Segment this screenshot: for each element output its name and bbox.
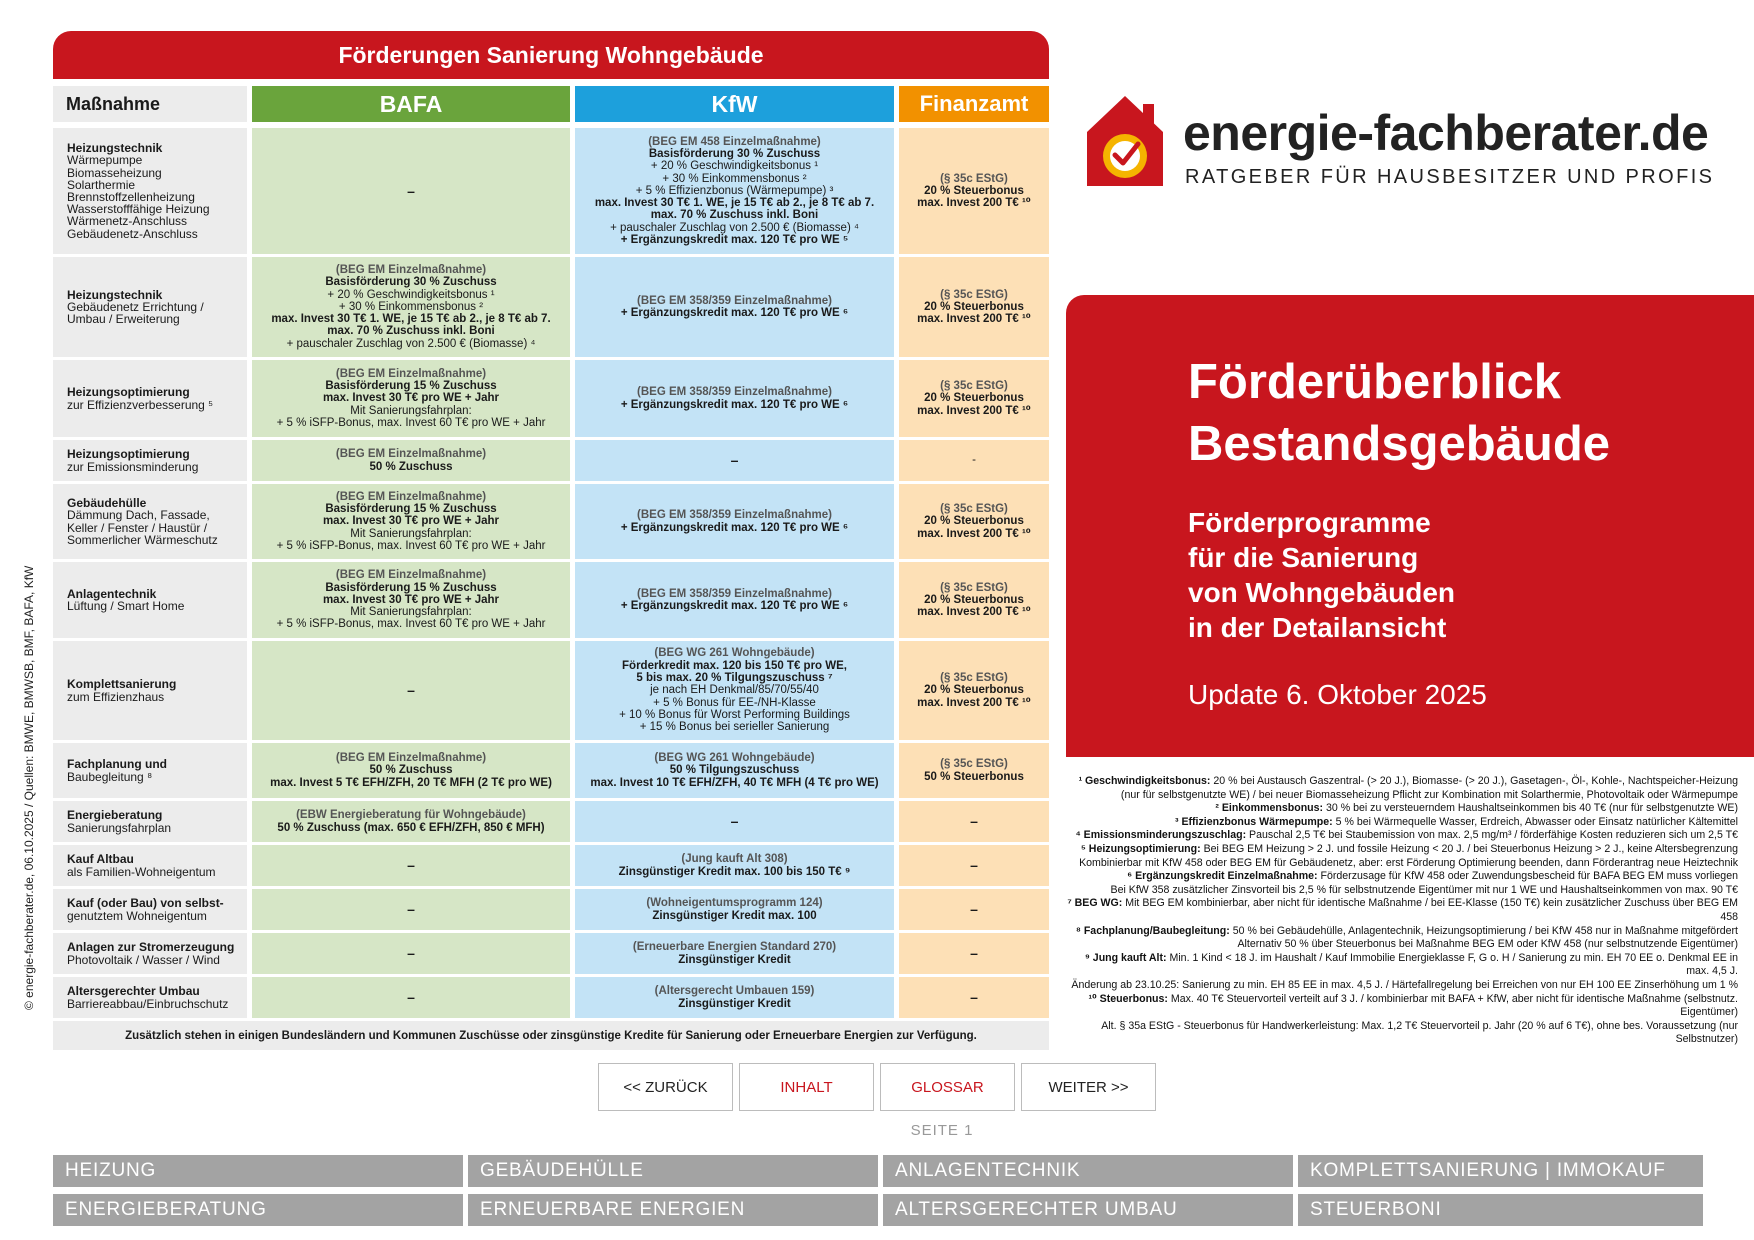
- table-row: [53, 977, 1049, 1018]
- cell-line: Wärmenetz-Anschluss: [67, 214, 188, 229]
- cell-line: –: [407, 682, 415, 699]
- cell-line: max. 70 % Zuschuss inkl. Boni: [650, 209, 819, 222]
- table-row: [53, 257, 1049, 357]
- table-row: [53, 128, 1049, 254]
- cell-bafa: [252, 484, 570, 559]
- cell-line: –: [730, 452, 739, 469]
- cell-line: Biomasseheizung: [67, 165, 162, 180]
- cell-massnahme: [53, 933, 247, 974]
- cell-kfw: [575, 977, 894, 1018]
- cell-line: 20 % Steuerbonus: [924, 184, 1024, 197]
- cell-line: –: [407, 182, 415, 199]
- cell-fa: [899, 801, 1049, 842]
- cell-line: max. Invest 200 T€ ¹⁰: [917, 696, 1031, 709]
- cell-line: (§ 35c EStG): [940, 380, 1008, 393]
- cell-kfw: [575, 484, 894, 559]
- footnote-label: ² Einkommensbonus:: [1215, 802, 1324, 815]
- cell-bafa: [252, 845, 570, 886]
- cell-line: Energieberatung: [67, 808, 163, 823]
- cell-line: Kauf Altbau: [67, 852, 134, 867]
- cell-line: + 20 % Geschwindigkeitsbonus ¹: [327, 288, 495, 301]
- cell-fa: [899, 128, 1049, 254]
- table-row: [53, 889, 1049, 930]
- cell-fa: [899, 562, 1049, 638]
- cell-line: Sommerlicher Wärmeschutz: [67, 532, 218, 547]
- cell-line: max. Invest 200 T€ ¹⁰: [917, 527, 1031, 540]
- cell-line: (BEG EM 358/359 Einzelmaßnahme): [637, 509, 832, 522]
- cell-massnahme: [53, 977, 247, 1018]
- category-erneuerbare-energien[interactable]: ERNEUERBARE ENERGIEN: [468, 1194, 878, 1226]
- cell-kfw: [575, 128, 894, 254]
- cell-line: (BEG EM Einzelmaßnahme): [335, 263, 487, 276]
- table-row: [53, 484, 1049, 559]
- cell-fa: [899, 933, 1049, 974]
- cell-line: zur Emissionsminderung: [67, 459, 199, 474]
- panel-sub-line: von Wohngebäuden: [1188, 577, 1456, 608]
- footnote-text: Alt. § 35a EStG - Steuerbonus für Handwerkerleistung: Max. 1,2 T€ Steuervorteil p. Jahr (20 % auf 6 T€), ohne bes. Voraussetzung (nur Selbstnutzer): [1101, 1019, 1738, 1046]
- footnote-text: Kombinierbar mit KfW 458 oder BEG EM für Gebäudenetz, aber: erst Förderung Optimierung beenden, dann Förderantrag neue Heiztechnik: [1079, 856, 1738, 869]
- cell-line: (BEG WG 261 Wohngebäude): [654, 647, 815, 660]
- footnote-label: ⁹ Jung kauft Alt:: [1084, 951, 1167, 964]
- cell-line: –: [730, 813, 739, 830]
- panel-title-line-2: Bestandsgebäude: [1188, 417, 1611, 471]
- cell-line: + 20 % Geschwindigkeitsbonus ¹: [650, 160, 819, 173]
- cell-massnahme: [53, 743, 247, 798]
- page-number: SEITE 1: [910, 1122, 974, 1139]
- cell-line: (§ 35c EStG): [940, 503, 1008, 516]
- funding-table: [53, 31, 1049, 1050]
- cell-line: Wasserstofffähige Heizung: [67, 202, 210, 217]
- cell-line: + 5 % iSFP-Bonus, max. Invest 60 T€ pro WE + Jahr: [276, 539, 546, 552]
- cell-kfw: [575, 801, 894, 842]
- cell-line: max. Invest 200 T€ ¹⁰: [917, 606, 1031, 619]
- cell-line: 50 % Steuerbonus: [924, 770, 1024, 783]
- cell-line: max. Invest 200 T€ ¹⁰: [917, 197, 1031, 210]
- footnote-text: Bei BEG EM Heizung > 2 J. und fossile Heizung < 20 J. / bei Steuerbonus Heizung > 2 J., keine Altersbegrenzung: [1200, 842, 1738, 855]
- cell-bafa: [252, 641, 570, 740]
- cell-bafa: [252, 933, 570, 974]
- panel-subtitle: [1188, 505, 1455, 645]
- cell-line: + 30 % Einkommensbonus ²: [338, 300, 484, 313]
- cell-line: Baubegleitung ⁸: [67, 769, 153, 784]
- cell-line: (BEG EM 358/359 Einzelmaßnahme): [637, 386, 832, 399]
- cell-line: Photovoltaik / Wasser / Wind: [67, 952, 220, 967]
- footnote-line: [1062, 897, 1738, 924]
- table-row: [53, 562, 1049, 638]
- cell-line: (Erneuerbare Energien Standard 270): [632, 941, 837, 954]
- footnote-line: [1062, 775, 1738, 789]
- cell-line: 20 % Steuerbonus: [924, 392, 1024, 405]
- cell-line: 20 % Steuerbonus: [924, 515, 1024, 528]
- category-heizung[interactable]: HEIZUNG: [53, 1155, 463, 1187]
- footnote-text: 50 % bei Gebäudehülle, Anlagentechnik, Heizungsoptimierung / bei KfW 458 nur in Maßnahme mitgefördert: [1229, 924, 1738, 937]
- cell-line: 50 % Zuschuss (max. 650 € EFH/ZFH, 850 € MFH): [277, 821, 545, 834]
- cell-line: Zinsgünstiger Kredit max. 100: [652, 909, 817, 922]
- footnote-line: [1062, 816, 1738, 830]
- cell-line: max. Invest 30 T€ pro WE + Jahr: [322, 515, 500, 528]
- cell-line: –: [970, 857, 978, 874]
- cell-line: Mit Sanierungsfahrplan:: [350, 527, 472, 540]
- cell-bafa: [252, 440, 570, 481]
- cell-line: 20 % Steuerbonus: [924, 684, 1024, 697]
- cell-line: Zinsgünstiger Kredit max. 100 bis 150 T€ ⁹: [618, 865, 851, 878]
- category-gebaeudehuelle[interactable]: GEBÄUDEHÜLLE: [468, 1155, 878, 1187]
- logo-name: energie-fachberater.de: [1183, 105, 1709, 161]
- cell-line: Fachplanung und: [67, 757, 167, 772]
- cell-bafa: [252, 801, 570, 842]
- cell-fa: [899, 257, 1049, 357]
- footnote-line: [1062, 884, 1738, 898]
- cell-line: Solarthermie: [67, 177, 136, 192]
- cell-massnahme: [53, 360, 247, 437]
- table-row: [53, 801, 1049, 842]
- cell-massnahme: [53, 128, 247, 254]
- footnote-label: ¹ Geschwindigkeitsbonus:: [1078, 775, 1211, 787]
- cell-line: + Ergänzungskredit max. 120 T€ pro WE ⁶: [620, 521, 849, 534]
- cell-line: Basisförderung 15 % Zuschuss: [325, 581, 497, 594]
- header-kfw: KfW: [575, 86, 894, 122]
- cell-line: –: [407, 857, 415, 874]
- cell-line: zum Effizienzhaus: [67, 689, 165, 704]
- cell-line: Zinsgünstiger Kredit: [678, 997, 791, 1010]
- cell-line: Kauf (oder Bau) von selbst-: [67, 896, 224, 911]
- cell-bafa: [252, 977, 570, 1018]
- cell-kfw: [575, 641, 894, 740]
- cell-line: Gebäudenetz Errichtung /: [67, 299, 204, 314]
- cell-line: max. Invest 5 T€ EFH/ZFH, 20 T€ MFH (2 T€ pro WE): [270, 776, 552, 789]
- cell-line: Brennstoffzellenheizung: [67, 190, 195, 204]
- cell-line: 50 % Zuschuss: [369, 764, 453, 777]
- contents-button[interactable]: INHALT: [739, 1063, 874, 1111]
- footnote-line: [1062, 789, 1738, 803]
- cell-line: Heizungstechnik: [67, 287, 163, 302]
- footnote-label: ⁴ Emissionsminderungszuschlag:: [1075, 829, 1247, 842]
- cell-fa: [899, 743, 1049, 798]
- cell-line: (§ 35c EStG): [940, 288, 1008, 301]
- footnote-label: ⁷ BEG WG:: [1067, 897, 1123, 910]
- cell-line: (§ 35c EStG): [940, 172, 1008, 185]
- logo[interactable]: [1085, 94, 1715, 194]
- cell-kfw: [575, 360, 894, 437]
- cell-line: max. Invest 30 T€ pro WE + Jahr: [322, 392, 500, 405]
- cell-kfw: [575, 889, 894, 930]
- update-date: Update 6. Oktober 2025: [1188, 679, 1487, 710]
- footnote-text: Bei KfW 358 zusätzlicher Zinsvorteil bis 2,5 % für selbstnutzende Eigentümer mit nur 1 WE und Haushaltseinkommen von max. 90 T€: [1110, 883, 1738, 896]
- cell-line: (BEG EM 358/359 Einzelmaßnahme): [637, 587, 832, 600]
- table-header: [53, 86, 1049, 122]
- title-panel: [1066, 295, 1754, 757]
- cell-kfw: [575, 845, 894, 886]
- cell-line: Basisförderung 30 % Zuschuss: [325, 276, 497, 289]
- cell-line: Altersgerechter Umbau: [67, 984, 200, 999]
- cell-line: (BEG EM Einzelmaßnahme): [335, 367, 487, 380]
- panel-sub-line: für die Sanierung: [1188, 542, 1419, 573]
- cell-line: (Wohneigentumsprogramm 124): [646, 897, 823, 910]
- cell-line: als Familien-Wohneigentum: [67, 864, 216, 879]
- cell-line: + Ergänzungskredit max. 120 T€ pro WE ⁵: [620, 234, 849, 247]
- category-steuerboni[interactable]: STEUERBONI: [1298, 1194, 1703, 1226]
- cell-line: Basisförderung 30 % Zuschuss: [648, 147, 821, 160]
- cell-line: (BEG EM Einzelmaßnahme): [335, 752, 487, 765]
- cell-fa: [899, 440, 1049, 481]
- cell-kfw: [575, 440, 894, 481]
- table-row: [53, 845, 1049, 886]
- cell-line: 20 % Steuerbonus: [924, 593, 1024, 606]
- next-button[interactable]: WEITER >>: [1021, 1063, 1156, 1111]
- cell-line: Mit Sanierungsfahrplan:: [350, 404, 472, 417]
- cell-line: zur Effizienzverbesserung ⁵: [67, 397, 214, 412]
- table-title: Förderungen Sanierung Wohngebäude: [53, 31, 1049, 79]
- cell-line: Barriereabbau/Einbruchschutz: [67, 996, 229, 1011]
- cell-line: + 10 % Bonus für Worst Performing Buildings: [619, 708, 850, 721]
- cell-line: + 30 % Einkommensbonus ²: [662, 172, 807, 185]
- table-row: [53, 641, 1049, 740]
- cell-massnahme: [53, 889, 247, 930]
- glossary-button[interactable]: GLOSSAR: [880, 1063, 1015, 1111]
- house-check-icon: [1085, 94, 1165, 189]
- cell-line: Lüftung / Smart Home: [67, 599, 185, 613]
- cell-line: –: [970, 989, 978, 1006]
- source-credit: © energie-fachberater.de, 06.10.2025 / Quellen: BMWE, BMWSB, BMF, BAFA, KfW: [22, 565, 36, 1010]
- cell-line: Heizungsoptimierung: [67, 385, 190, 400]
- footnote-label: ⁶ Ergänzungskredit Einzelmaßnahme:: [1127, 870, 1318, 883]
- cell-line: + 5 % Bonus für EE-/NH-Klasse: [653, 696, 816, 709]
- cell-line: je nach EH Denkmal/85/70/55/40: [650, 684, 819, 697]
- header-finanzamt: Finanzamt: [899, 86, 1049, 122]
- cell-line: (§ 35c EStG): [940, 581, 1008, 594]
- cell-massnahme: [53, 641, 247, 740]
- footnote-line: [1062, 938, 1738, 952]
- cell-line: Gebäudehülle: [67, 496, 147, 511]
- cell-massnahme: [53, 845, 247, 886]
- footnote-text: Änderung ab 23.10.25: Sanierung zu min. EH 85 EE in max. 4,5 J. / Härtefallregelung bei Erreichen von nur EH 100 EE Zinserhöhung um 1 %: [1071, 978, 1738, 991]
- cell-kfw: [575, 257, 894, 357]
- cell-line: Komplettsanierung: [67, 677, 177, 692]
- cell-line: Wärmepumpe: [67, 153, 143, 168]
- cell-line: max. Invest 30 T€ pro WE + Jahr: [322, 593, 500, 606]
- footnote-text: 5 % bei Wärmequelle Wasser, Erdreich, Abwasser oder Einsatz natürlicher Kältemittel: [1332, 815, 1738, 828]
- cell-kfw: [575, 743, 894, 798]
- cell-fa: [899, 977, 1049, 1018]
- cell-line: 5 bis max. 20 % Tilgungszuschuss ⁷: [636, 672, 833, 685]
- footnote-text: Alternativ 50 % über Steuerbonus bei Maßnahme BEG EM oder KfW 458 (nur selbstnutzende Eigentümer): [1237, 938, 1738, 951]
- footnote-text: 20 % bei Austausch Gaszentral- (> 20 J.), Biomasse- (> 20 J.), Gasetagen-, Öl-, Kohle-, Nachtspeicher-Heizung: [1210, 775, 1738, 787]
- cell-fa: [899, 484, 1049, 559]
- table-row: [53, 743, 1049, 798]
- footnote-line: [1062, 870, 1738, 884]
- panel-title-line-1: Förderüberblick: [1188, 355, 1562, 409]
- cell-fa: [899, 845, 1049, 886]
- logo-tagline: RATGEBER FÜR HAUSBESITZER UND PROFIS: [1185, 166, 1715, 188]
- cell-kfw: [575, 562, 894, 638]
- footnote-line: [1062, 1020, 1738, 1047]
- cell-line: (BEG EM 358/359 Einzelmaßnahme): [637, 294, 832, 307]
- cell-line: (§ 35c EStG): [940, 758, 1008, 771]
- cell-line: 20 % Steuerbonus: [924, 300, 1024, 313]
- footnote-label: ¹⁰ Steuerbonus:: [1088, 992, 1168, 1005]
- footnote-label: ⁸ Fachplanung/Baubegleitung:: [1075, 924, 1230, 937]
- table-row: [53, 440, 1049, 481]
- cell-line: Förderkredit max. 120 bis 150 T€ pro WE,: [622, 659, 847, 672]
- panel-sub-line: Förderprogramme: [1188, 507, 1431, 538]
- cell-line: Keller / Fenster / Haustür /: [67, 520, 208, 535]
- cell-bafa: [252, 743, 570, 798]
- cell-massnahme: [53, 257, 247, 357]
- cell-line: Heizungstechnik: [67, 141, 163, 156]
- cell-bafa: [252, 889, 570, 930]
- cell-line: (Altersgerecht Umbauen 159): [654, 985, 815, 998]
- cell-line: –: [970, 813, 978, 830]
- cell-line: –: [407, 989, 415, 1006]
- cell-line: (Jung kauft Alt 308): [681, 853, 788, 866]
- cell-line: + 5 % Effizienzbonus (Wärmepumpe) ³: [635, 184, 834, 197]
- cell-line: Umbau / Erweiterung: [67, 312, 180, 327]
- cell-bafa: [252, 562, 570, 638]
- cell-line: 50 % Zuschuss: [369, 460, 453, 473]
- cell-line: + Ergänzungskredit max. 120 T€ pro WE ⁶: [620, 307, 849, 319]
- cell-kfw: [575, 933, 894, 974]
- cell-fa: [899, 889, 1049, 930]
- cell-line: 50 % Tilgungszuschuss: [669, 764, 800, 777]
- cell-line: + 5 % iSFP-Bonus, max. Invest 60 T€ pro WE + Jahr: [276, 416, 546, 429]
- footnote-text: 30 % bei zu versteuerndem Haushaltseinkommen bis 40 T€ (nur für selbstgenutzte WE): [1323, 802, 1738, 815]
- category-anlagentechnik[interactable]: ANLAGENTECHNIK: [883, 1155, 1293, 1187]
- footnote-text: (nur für selbstgenutzte WE) / bei neuer Biomasseheizung Pflicht zur Kombination mit Solarthermie, Photovoltaik oder Wärmepumpe: [1120, 788, 1738, 801]
- cell-bafa: [252, 257, 570, 357]
- cell-line: (BEG EM 458 Einzelmaßnahme): [648, 135, 821, 148]
- header-bafa: BAFA: [252, 86, 570, 122]
- footnote-line: [1062, 993, 1738, 1020]
- category-nav: [53, 1155, 1703, 1226]
- cell-line: Gebäudenetz-Anschluss: [67, 226, 198, 241]
- cell-line: max. 70 % Zuschuss inkl. Boni: [327, 325, 495, 338]
- cell-line: -: [972, 454, 976, 467]
- cell-line: max. Invest 30 T€ 1. WE, je 15 T€ ab 2., je 8 T€ ab 7.: [594, 197, 875, 210]
- footnote-line: [1062, 843, 1738, 857]
- cell-line: + pauschaler Zuschlag von 2.500 € (Biomasse) ⁴: [286, 337, 536, 350]
- table-note: Zusätzlich stehen in einigen Bundesländern und Kommunen Zuschüsse oder zinsgünstige Kredite für Sanierung oder Erneuerbare Energien zur Verfügung.: [53, 1021, 1049, 1050]
- panel-sub-line: in der Detailansicht: [1188, 612, 1447, 643]
- footnote-line: [1062, 952, 1738, 979]
- cell-line: max. Invest 10 T€ EFH/ZFH, 40 T€ MFH (4 T€ pro WE): [590, 776, 879, 789]
- cell-line: + Ergänzungskredit max. 120 T€ pro WE ⁶: [620, 600, 849, 612]
- cell-line: max. Invest 200 T€ ¹⁰: [917, 313, 1031, 326]
- cell-line: –: [970, 945, 978, 962]
- header-massnahme: Maßnahme: [53, 86, 247, 122]
- cell-line: + 5 % iSFP-Bonus, max. Invest 60 T€ pro WE + Jahr: [276, 618, 546, 631]
- cell-line: (BEG EM Einzelmaßnahme): [335, 448, 487, 461]
- cell-massnahme: [53, 562, 247, 638]
- table-row: [53, 933, 1049, 974]
- cell-massnahme: [53, 440, 247, 481]
- cell-line: Heizungsoptimierung: [67, 447, 190, 462]
- category-komplettsanierung[interactable]: KOMPLETTSANIERUNG | IMMOKAUF: [1298, 1155, 1703, 1187]
- cell-line: (BEG EM Einzelmaßnahme): [335, 569, 487, 582]
- footnote-text: Pauschal 2,5 T€ bei Staubemission von max. 2,5 mg/m³ / förderfähige Kosten reduzieren sich um 2,5 T€: [1246, 829, 1738, 842]
- cell-bafa: [252, 360, 570, 437]
- cell-line: (BEG WG 261 Wohngebäude): [654, 752, 815, 765]
- cell-line: Basisförderung 15 % Zuschuss: [325, 503, 497, 516]
- cell-massnahme: [53, 484, 247, 559]
- cell-line: + 15 % Bonus bei serieller Sanierung: [639, 721, 830, 734]
- cell-line: Anlagentechnik: [67, 586, 157, 601]
- cell-line: (§ 35c EStG): [940, 672, 1008, 685]
- category-energieberatung[interactable]: ENERGIEBERATUNG: [53, 1194, 463, 1226]
- cell-line: genutztem Wohneigentum: [67, 908, 207, 923]
- cell-line: Zinsgünstiger Kredit: [678, 953, 791, 966]
- cell-line: max. Invest 30 T€ 1. WE, je 15 T€ ab 2., je 8 T€ ab 7.: [271, 313, 551, 326]
- cell-line: Sanierungsfahrplan: [67, 820, 172, 835]
- back-button[interactable]: << ZURÜCK: [598, 1063, 733, 1111]
- footnote-line: [1062, 925, 1738, 939]
- footnote-line: [1062, 979, 1738, 993]
- table-row: [53, 360, 1049, 437]
- cell-line: –: [407, 901, 415, 918]
- cell-line: + pauschaler Zuschlag von 2.500 € (Biomasse) ⁴: [610, 221, 859, 234]
- table-body: [53, 128, 1049, 1018]
- cell-line: Mit Sanierungsfahrplan:: [350, 606, 472, 619]
- cell-fa: [899, 360, 1049, 437]
- category-altersgerechter-umbau[interactable]: ALTERSGERECHTER UMBAU: [883, 1194, 1293, 1226]
- cell-line: (EBW Energieberatung für Wohngebäude): [296, 809, 526, 822]
- footnote-line: [1062, 857, 1738, 871]
- cell-line: Basisförderung 15 % Zuschuss: [325, 380, 497, 393]
- cell-line: –: [407, 945, 415, 962]
- panel-title: [1188, 351, 1610, 475]
- cell-line: max. Invest 200 T€ ¹⁰: [917, 404, 1031, 417]
- footnote-text: Max. 40 T€ Steuervorteil verteilt auf 3 J. / kombinierbar mit BAFA + KfW, aber nicht für identische Maßnahme (selbstnutz. Eigentümer): [1167, 992, 1738, 1019]
- cell-line: Dämmung Dach, Fassade,: [67, 508, 210, 523]
- cell-fa: [899, 641, 1049, 740]
- cell-line: –: [970, 901, 978, 918]
- footnotes: [1062, 775, 1738, 1047]
- cell-massnahme: [53, 801, 247, 842]
- footnote-line: [1062, 802, 1738, 816]
- cell-bafa: [252, 128, 570, 254]
- footnote-line: [1062, 829, 1738, 843]
- footnote-label: ⁵ Heizungsoptimierung:: [1080, 842, 1201, 855]
- footnote-label: ³ Effizienzbonus Wärmepumpe:: [1174, 815, 1333, 828]
- cell-line: (BEG EM Einzelmaßnahme): [335, 490, 487, 503]
- page-navigation: [598, 1063, 1156, 1111]
- cell-line: + Ergänzungskredit max. 120 T€ pro WE ⁶: [620, 398, 849, 411]
- footnote-text: Mit BEG EM kombinierbar, aber nicht für identische Maßnahme / bei EE-Klasse (150 T€) kein zusätzlicher Zuschuss über BEG EM 458: [1122, 897, 1738, 923]
- cell-line: Anlagen zur Stromerzeugung: [67, 940, 235, 955]
- footnote-text: Förderzusage für KfW 458 oder Zuwendungsbescheid für BAFA BEG EM muss vorliegen: [1317, 870, 1738, 883]
- footnote-text: Min. 1 Kind < 18 J. im Haushalt / Kauf Immobilie Energieklasse F, G o. H / Sanierung zu min. EH 70 EE o. Denkmal EE in max. 4,5 J.: [1166, 951, 1738, 978]
